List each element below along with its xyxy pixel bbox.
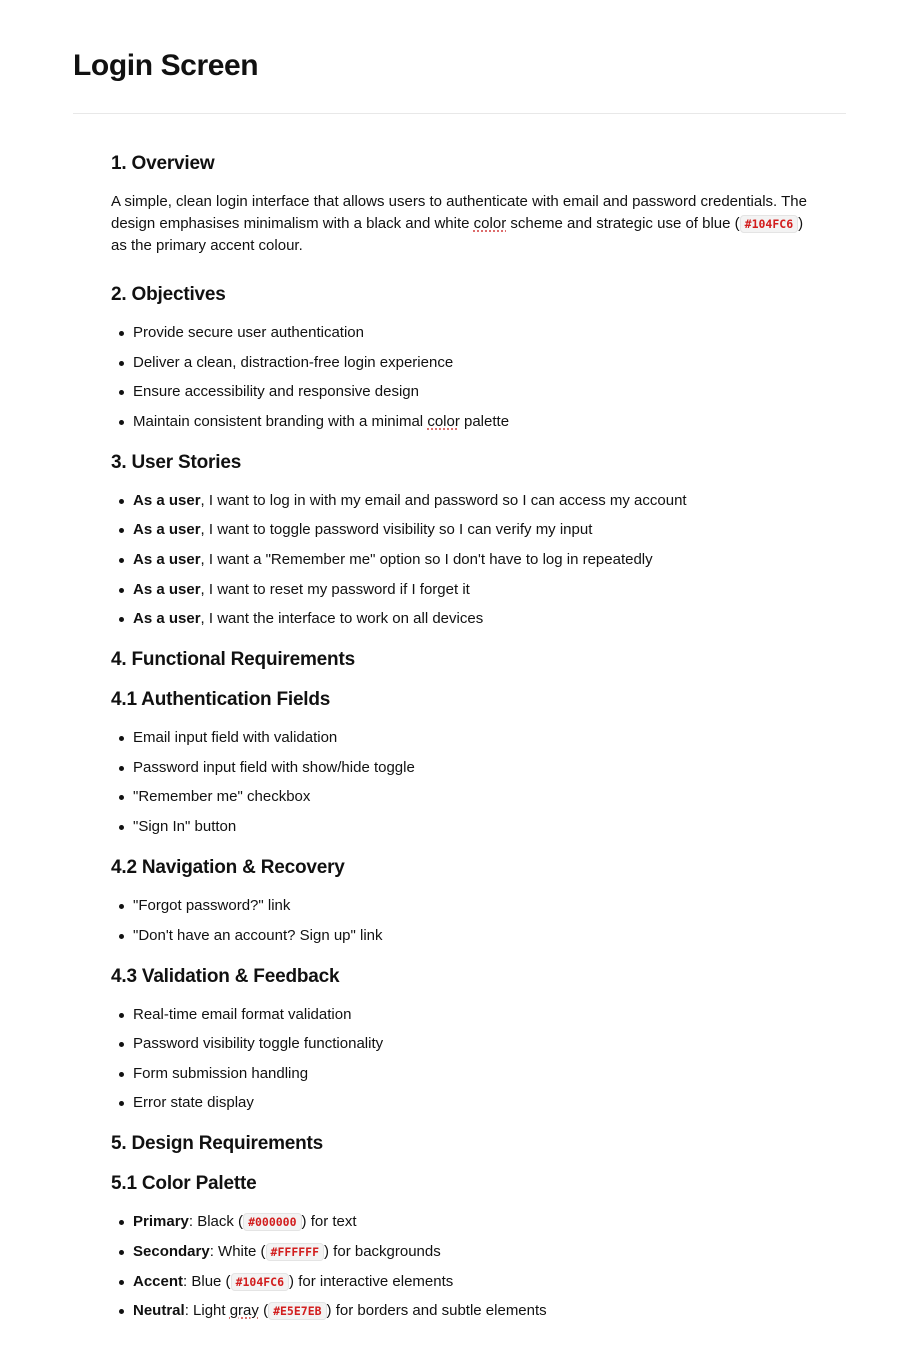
list-item: Form submission handling <box>133 1063 811 1085</box>
story-lead: As a user <box>133 610 201 628</box>
palette-text: ) for text <box>301 1213 357 1231</box>
palette-text: ) for interactive elements <box>289 1272 454 1290</box>
color-palette-list <box>111 1211 811 1322</box>
heading-design-requirements: 5. Design Requirements <box>111 1133 324 1155</box>
list-item <box>133 1271 811 1293</box>
list-item: Password visibility toggle functionality <box>133 1033 811 1055</box>
list-item: Deliver a clean, distraction-free login experience <box>133 352 811 374</box>
section-overview <box>111 150 811 257</box>
item-text: Maintain consistent branding with a minimal <box>133 412 428 430</box>
inline-code-accent: #104FC6 <box>740 215 798 233</box>
palette-text: ( <box>258 1302 269 1320</box>
list-item: "Remember me" checkbox <box>133 786 811 808</box>
navigation-recovery-list <box>111 895 811 947</box>
list-item: Provide secure user authentication <box>133 322 811 344</box>
authentication-fields-list <box>111 727 811 838</box>
spell-flagged-word: color <box>473 215 507 232</box>
palette-label: Primary <box>133 1213 189 1231</box>
list-item: Ensure accessibility and responsive design <box>133 381 811 403</box>
story-text: , I want to toggle password visibility so I can verify my input <box>200 521 593 539</box>
inline-code-color: #E5E7EB <box>268 1302 326 1320</box>
list-item <box>133 490 811 512</box>
spell-flagged-word: color <box>427 412 460 430</box>
story-text: , I want to log in with my email and password so I can access my account <box>200 491 687 509</box>
palette-label: Secondary <box>133 1242 210 1260</box>
overview-text-1: A simple, clean login interface that allows users to authenticate with email and password credentials. The design emphasises minimalism with a black and white <box>111 193 807 232</box>
list-item <box>133 1300 811 1322</box>
heading-navigation-recovery: 4.2 Navigation & Recovery <box>111 856 345 878</box>
list-item <box>133 579 811 601</box>
heading-functional-requirements: 4. Functional Requirements <box>111 649 355 671</box>
list-item: Email input field with validation <box>133 727 811 749</box>
validation-feedback-list <box>111 1004 811 1115</box>
list-item: "Forgot password?" link <box>133 895 811 917</box>
heading-user-stories: 3. User Stories <box>111 451 242 473</box>
story-text: , I want to reset my password if I forget it <box>200 580 470 598</box>
palette-label: Accent <box>133 1272 184 1290</box>
inline-code-color: #FFFFFF <box>266 1243 324 1261</box>
list-item <box>133 519 811 541</box>
page-title: Login Screen <box>73 49 259 82</box>
inline-code-color: #104FC6 <box>231 1273 289 1291</box>
list-item <box>133 608 811 630</box>
document-body <box>111 150 811 1330</box>
list-item <box>133 411 811 433</box>
palette-text: : Blue ( <box>183 1272 231 1290</box>
list-item: Error state display <box>133 1092 811 1114</box>
palette-text: ) for backgrounds <box>324 1242 441 1260</box>
list-item <box>133 549 811 571</box>
palette-label: Neutral <box>133 1302 185 1320</box>
section-functional-requirements <box>111 646 811 1114</box>
story-lead: As a user <box>133 550 201 568</box>
palette-text: : White ( <box>209 1242 266 1260</box>
section-design-requirements <box>111 1130 811 1322</box>
story-lead: As a user <box>133 521 201 539</box>
heading-authentication-fields: 4.1 Authentication Fields <box>111 689 331 711</box>
item-text: palette <box>459 412 510 430</box>
spell-flagged-word: gray <box>229 1302 259 1320</box>
heading-overview: 1. Overview <box>111 153 215 174</box>
story-text: , I want the interface to work on all devices <box>200 610 484 628</box>
title-divider <box>73 113 846 114</box>
list-item <box>133 1211 811 1233</box>
story-lead: As a user <box>133 491 201 509</box>
overview-text-3: scheme and strategic use of blue ( <box>506 215 740 232</box>
section-user-stories <box>111 449 811 630</box>
palette-text: ) for borders and subtle elements <box>326 1302 547 1320</box>
overview-paragraph <box>111 191 811 257</box>
palette-text: : Light <box>184 1302 230 1320</box>
list-item <box>133 1241 811 1263</box>
palette-text: : Black ( <box>188 1213 244 1231</box>
overview-text-4: ) as the primary accent colour. <box>111 215 804 254</box>
inline-code-color: #000000 <box>243 1213 301 1231</box>
heading-objectives: 2. Objectives <box>111 284 226 305</box>
heading-color-palette: 5.1 Color Palette <box>111 1173 257 1195</box>
story-text: , I want a "Remember me" option so I don't have to log in repeatedly <box>200 550 653 568</box>
section-objectives <box>111 281 811 433</box>
user-stories-list <box>111 490 811 630</box>
list-item: Password input field with show/hide toggle <box>133 757 811 779</box>
heading-validation-feedback: 4.3 Validation & Feedback <box>111 965 340 987</box>
list-item: Real-time email format validation <box>133 1004 811 1026</box>
list-item: "Sign In" button <box>133 816 811 838</box>
objectives-list <box>111 322 811 433</box>
story-lead: As a user <box>133 580 201 598</box>
list-item: "Don't have an account? Sign up" link <box>133 925 811 947</box>
